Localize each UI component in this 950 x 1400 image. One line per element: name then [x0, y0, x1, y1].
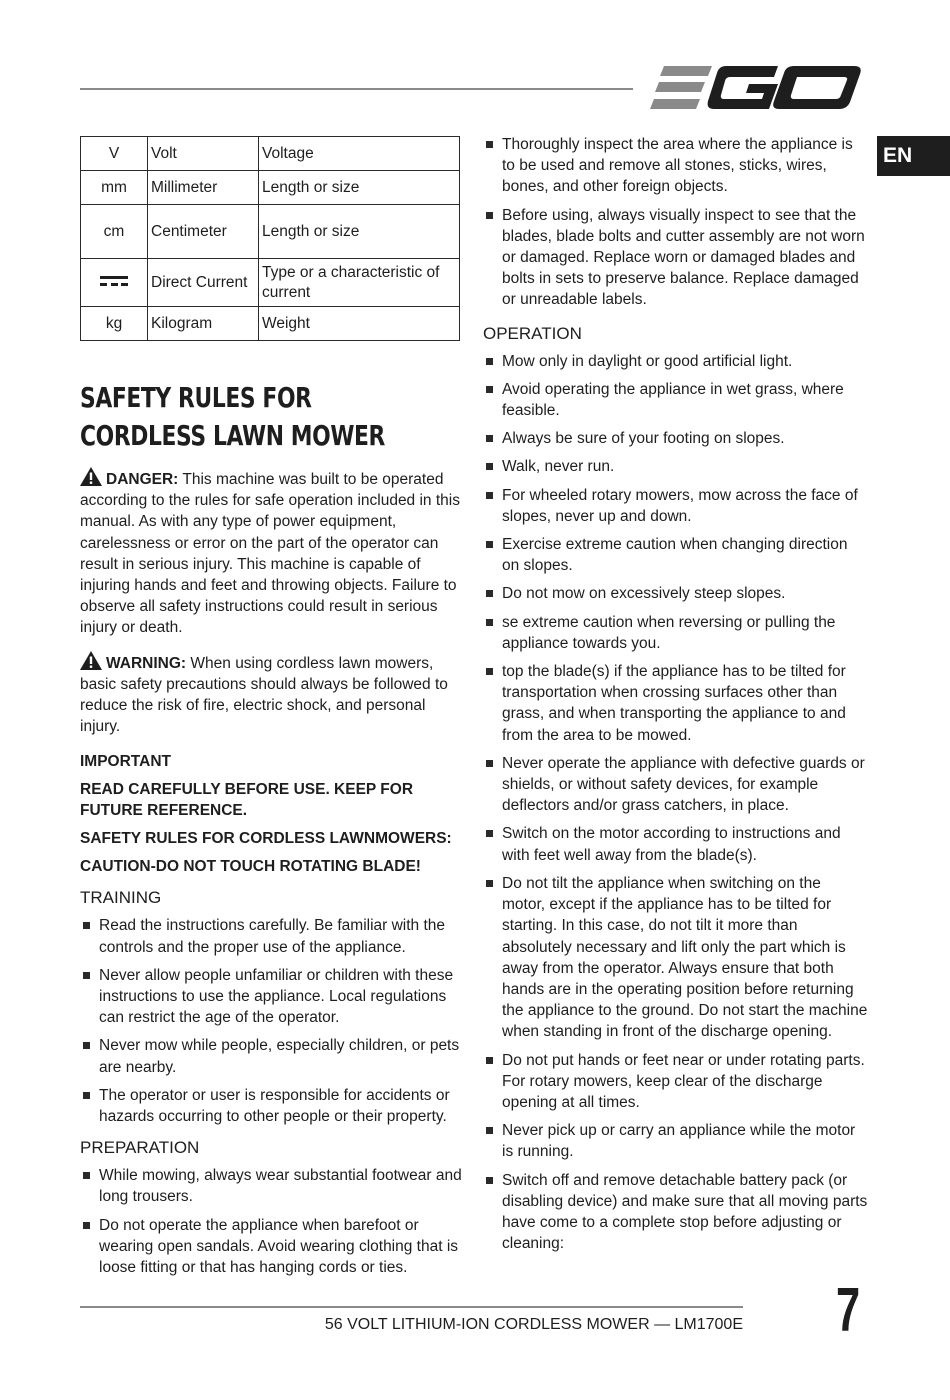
- danger-paragraph: [80, 467, 462, 639]
- symbol-cell: cm: [81, 205, 148, 259]
- list-item: se extreme caution when reversing or pulling the appliance towards you.: [483, 612, 868, 654]
- list-item: The operator or user is responsible for accidents or hazards occurring to other people or their property.: [80, 1085, 462, 1127]
- section-title: SAFETY RULES FOR CORDLESS LAWN MOWER: [80, 381, 385, 452]
- preparation-list: [80, 1165, 462, 1278]
- list-item: Always be sure of your footing on slopes.: [483, 428, 868, 449]
- list-item: Never allow people unfamiliar or children with these instructions to use the appliance. Local regulations can restrict the age of the operator.: [80, 965, 462, 1029]
- name-cell: Kilogram: [148, 307, 259, 341]
- caution-line: CAUTION-DO NOT TOUCH ROTATING BLADE!: [80, 858, 421, 876]
- list-item: top the blade(s) if the appliance has to be tilted for transportation when crossing surfaces other than grass, and when transporting the appliance to and from the area to be mowed.: [483, 661, 868, 746]
- footer-rule: [80, 1306, 743, 1308]
- list-item: Never mow while people, especially children, or pets are nearby.: [80, 1035, 462, 1077]
- direct-current-icon: [100, 275, 128, 287]
- list-item: Avoid operating the appliance in wet grass, where feasible.: [483, 379, 868, 421]
- meaning-cell: Weight: [259, 307, 460, 341]
- symbol-cell: kg: [81, 307, 148, 341]
- list-item: For wheeled rotary mowers, mow across the face of slopes, never up and down.: [483, 485, 868, 527]
- list-item: Do not put hands or feet near or under rotating parts. For rotary mowers, keep clear of the discharge opening at all times.: [483, 1050, 868, 1114]
- warning-label: WARNING:: [106, 654, 187, 672]
- list-item: Exercise extreme caution when changing direction on slopes.: [483, 534, 868, 576]
- footer-title: 56 VOLT LITHIUM-ION CORDLESS MOWER — LM1700E: [324, 1316, 743, 1333]
- name-cell: Direct Current: [148, 259, 259, 307]
- warning-paragraph: [80, 651, 462, 738]
- page-number: 7: [836, 1276, 861, 1345]
- list-item: Walk, never run.: [483, 456, 868, 477]
- name-cell: Millimeter: [148, 171, 259, 205]
- symbol-cell: [81, 259, 148, 307]
- table-row: [81, 307, 460, 341]
- list-item: Do not tilt the appliance when switching on the motor, except if the appliance has to be tilted for starting. In this case, do not tilt it more than absolutely necessary and lift only the part which is away from the operator. Always ensure that both hands are in the operating position before returning the appliance to the ground. Do not start the machine when standing in front of the discharge opening.: [483, 873, 868, 1043]
- list-item: Thoroughly inspect the area where the appliance is to be used and remove all stones, sticks, wires, bones, and other foreign objects.: [483, 134, 868, 198]
- ego-logo: [650, 62, 862, 114]
- table-row: [81, 205, 460, 259]
- list-item: Switch off and remove detachable battery pack (or disabling device) and make sure that all moving parts have come to a complete stop before adjusting or cleaning:: [483, 1170, 868, 1255]
- meaning-cell: Length or size: [259, 205, 460, 259]
- symbol-cell: mm: [81, 171, 148, 205]
- warning-triangle-icon: [80, 651, 102, 670]
- right-column: [483, 134, 868, 1261]
- operation-heading: OPERATION: [483, 323, 582, 343]
- left-column: [80, 136, 462, 1285]
- language-tab: EN: [877, 136, 950, 176]
- list-item: While mowing, always wear substantial footwear and long trousers.: [80, 1165, 462, 1207]
- preparation-heading: PREPARATION: [80, 1138, 200, 1158]
- list-item: Never operate the appliance with defective guards or shields, or without safety devices, for example deflectors and/or grass catchers, in place.: [483, 753, 868, 817]
- list-item: Do not operate the appliance when barefoot or wearing open sandals. Avoid wearing clothing that is loose fitting or that has hanging cords or ties.: [80, 1215, 462, 1279]
- preparation-list-continued: [483, 134, 868, 311]
- meaning-cell: Length or size: [259, 171, 460, 205]
- name-cell: Centimeter: [148, 205, 259, 259]
- symbols-table: [80, 136, 460, 341]
- list-item: Mow only in daylight or good artificial light.: [483, 351, 868, 372]
- list-item: Read the instructions carefully. Be familiar with the controls and the proper use of the appliance.: [80, 915, 462, 957]
- training-list: [80, 915, 462, 1127]
- table-row: [81, 137, 460, 171]
- list-item: Do not mow on excessively steep slopes.: [483, 583, 868, 604]
- read-carefully-text: READ CAREFULLY BEFORE USE. KEEP FOR FUTURE REFERENCE.: [80, 781, 414, 820]
- list-item: Switch on the motor according to instructions and with feet well away from the blade(s).: [483, 823, 868, 865]
- meaning-cell: Type or a characteristic of current: [259, 259, 460, 307]
- training-heading: TRAINING: [80, 888, 162, 908]
- danger-label: DANGER:: [106, 471, 179, 488]
- warning-text: When using cordless lawn mowers, basic safety precautions should always be followed to reduce the risk of fire, electric shock, and personal injury.: [80, 654, 448, 736]
- table-row: [81, 259, 460, 307]
- table-row: [81, 171, 460, 205]
- danger-text: This machine was built to be operated according to the rules for safe operation included in this manual. As with any type of power equipment, carelessness or error on the part of the operator can result in serious injury. This machine is capable of injuring hands and feet and throwing objects. Failure to observe all safety instructions could result in serious injury or death.: [80, 471, 460, 637]
- warning-triangle-icon: [80, 467, 102, 486]
- safety-rules-line: SAFETY RULES FOR CORDLESS LAWNMOWERS:: [80, 830, 452, 848]
- symbol-cell: V: [81, 137, 148, 171]
- list-item: Never pick up or carry an appliance while the motor is running.: [483, 1120, 868, 1162]
- operation-list: [483, 351, 868, 1255]
- list-item: Before using, always visually inspect to see that the blades, blade bolts and cutter assembly are not worn or damaged. Replace worn or damaged blades and bolts in sets to preserve balance. Replace damaged or unreadable labels.: [483, 205, 868, 311]
- meaning-cell: Voltage: [259, 137, 460, 171]
- header-rule: [80, 88, 633, 90]
- name-cell: Volt: [148, 137, 259, 171]
- important-label: IMPORTANT: [80, 753, 171, 771]
